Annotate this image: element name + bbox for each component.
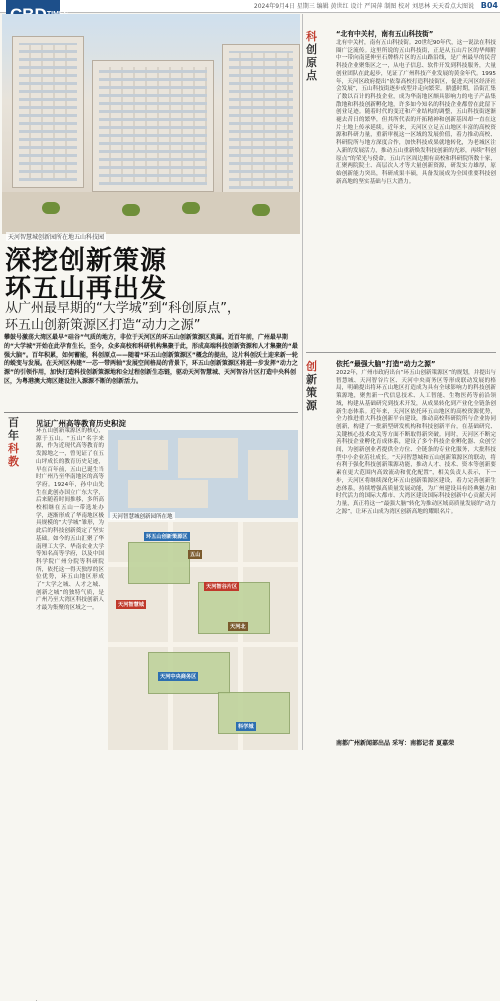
right-top-side-heading: 科 创 原 点 — [306, 30, 317, 82]
right-top-body: 北有中关村，南有五山科技街。20世纪90年代，这一说法在科技圈广泛流传。这里所说的五山科技街，正是从五山片区的华师附中一带向南延伸至石牌桥片区的五山路沿线，是广州最早的民营科技企业聚集区之一，从电子信息、软件开发到科技服务，大量创业团队在此起步，见证了广州科技产业发展的黄金年代。1995年，天河区政府提出“依靠高校打造科技街区，促进天河区经济社会发展”，五山科技街逐步成型并走向繁荣。鼎盛时期，沿街汇集了数以百计的科技企业，成为华南地区颇具影响力的电子产品集散地和科技创新孵化地，许多如今知名的科技企业都曾在此留下创业足迹。随着时代的变迁和产业结构的调整，五山科技街逐渐褪去昔日的繁华，但其所代表的开拓精神和创新基因却一直在这片土地上传承延续。近年来，天河区立足五山地区丰富的高校资源和科研力量，重新审视这一区域的发展价值，着力推动高校、科研院所与地方深度合作，加快科技成果就地转化，为老城区注入新的发展活力，推动五山重新焕发科技创新的光彩，再续“科创原点”的荣光与使命。五山片区周边拥有高校和科研院所数十家，汇聚两院院士、高层次人才等大量创新资源，研发实力雄厚，原始创新能力突出，科研成果丰硕，具备发展成为全国重要科技创新高地的坚实基础与巨大潜力。 — [336, 40, 496, 185]
plan-label: 天河中央商务区 — [160, 674, 197, 680]
right-bottom-title: 依托“最强大脑”打造“动力之源” — [336, 360, 436, 368]
section-title: 见证广州高等教育历史积淀 — [36, 419, 126, 428]
building-center — [92, 60, 214, 192]
plan-label: 天河北 — [230, 624, 246, 630]
right-bottom-side-heading: 创 新 策 源 — [306, 360, 317, 412]
building-right — [222, 44, 300, 196]
right-bottom-body: 2022年，广州市政府出台“环五山创新策源区”的规划，并提出与智慧城、天河智谷片区、天河中央商务区等形成联动发展的格局，明确提出将环五山地区打造成为具有全球影响力的科技创新策源地，聚焦新一代信息技术、人工智能、生物医药等前沿领域，构建从基础研究到技术开发，从成果转化到产业化全链条创新生态体系。近年来，天河区依托环五山地区的高校资源优势，全力推进重大科技创新平台建设，推动高校科研院所与企业协同创新，构建了一批新型研发机构和科技创新平台，在基础研究、关键核心技术攻关等方面不断取得新突破。同时，天河区不断完善科技企业孵化育成体系，建设了多个科技企业孵化器、众创空间，为创新创业者提供全方位、全链条的专业化服务，大批科技型中小企业茁壮成长。“天河智慧城和五山创新策源区的联动，将有利于强化科技创新策源功能，推动人才、技术、资本等创新要素在更大范围内高效流动和优化配置”，相关负责人表示，下一步，天河区将继续深化环五山创新策源区建设，着力完善创新生态体系，持续增强高质量发展动能，为广州建设具有经典魅力和时代活力的国际大都市、大湾区建设国际科技创新中心贡献天河力量，真正将这一“最强大脑”转化为推动区域高质量发展的“动力之源”，让环五山成为湾区创新高地的耀眼名片。 — [336, 370, 496, 515]
subheadline-line1: 从广州最早期的“大学城”到“科创原点”， — [5, 301, 240, 316]
column-separator — [302, 14, 303, 750]
section-side-heading: 百年 科教 — [8, 416, 19, 468]
headline-line2: 环五山再出发 — [5, 274, 168, 304]
section-divider — [4, 412, 298, 413]
plan-label: 五山 — [190, 552, 201, 558]
plan-label: 科学城 — [238, 724, 254, 730]
plan-label: 天河智慧城 — [118, 602, 144, 608]
issue-info: 2024年9月4日 星期三 编辑 黄世红 设计 严国萍 制图 校对 刘思林 天天看点大图说 — [253, 3, 474, 10]
district-plan-map — [108, 522, 298, 750]
headline-line1: 深挖创新策源 — [5, 246, 168, 276]
lead-paragraph: 攀鼓号激荡大湾区最早“硅谷”气质的地方，非位于天河区的环五山创新策源区莫属。近百年前，广州最早期的“大学城”开始在此孕育生长，至今，众多高校和科研机构集聚于此，形成高端科技创新资源和人才集聚的“最强大脑”。百年积累，如何蓄能，科创原点——随着“环五山创新策源区”概念的提出，这片科创沃土迎来新一轮的蜕变与发展。在天河区构建“一芯一带两轴”发展空间格局的背景下，环五山创新策源区将进一步发挥“动力之源”的引领作用，加快打造科技创新策源地和全过程创新生态链，驱动天河智慧城、天河智谷片区打造中央科创区，为粤港澳大湾区建设注入源源不断的创新活力。 — [4, 334, 298, 385]
page-code: B04 — [480, 1, 498, 10]
building-left — [12, 36, 84, 188]
hero-photo — [2, 14, 300, 241]
photo-caption: 天河智慧城创新园所在地五山科技园 — [8, 234, 105, 241]
plan-label: 天河智谷片区 — [206, 584, 238, 590]
right-divider — [306, 352, 496, 353]
campus-aerial-photo — [108, 430, 298, 518]
right-top-title: “北有中关村，南有五山科技街” — [336, 30, 434, 38]
aerial-caption: 天河智慧城创新园所在地 — [112, 514, 173, 520]
plan-label: 环五山创新策源区 — [146, 534, 188, 540]
byline: 南都广州新闻部出品 采写：南都记者 夏嘉荣 — [336, 740, 455, 747]
subheadline-line2: 环五山创新策源区打造“动力之源” — [5, 318, 201, 333]
article-column-a: 环五山创新策源区的核心，源于五山。“五山”名字来源，作为近现代高等教育的发源地之一，曾见证了在五山坪成长的教育历史足迹，早在百年前，五山已诞生当时广州乃至华南地区的高等学府。1924年，孙中山先生在此创办国立广东大学，后来随着时间推移，多所高校相继在五山一带选址办学，逐渐形成了华南地区极具规模的“大学城”雏形，为此后的科技创新奠定了坚实基础。如今的五山汇聚了华南理工大学、华南农业大学等知名高等学府，以及中国科学院广州分院等科研院所，依托这一得天独厚的区位优势，环五山地区形成了“大学之城、人才之城、创新之城”的独特气质，是广州乃至大湾区科技创新人才最为集聚的区域之一。 — [36, 428, 104, 612]
